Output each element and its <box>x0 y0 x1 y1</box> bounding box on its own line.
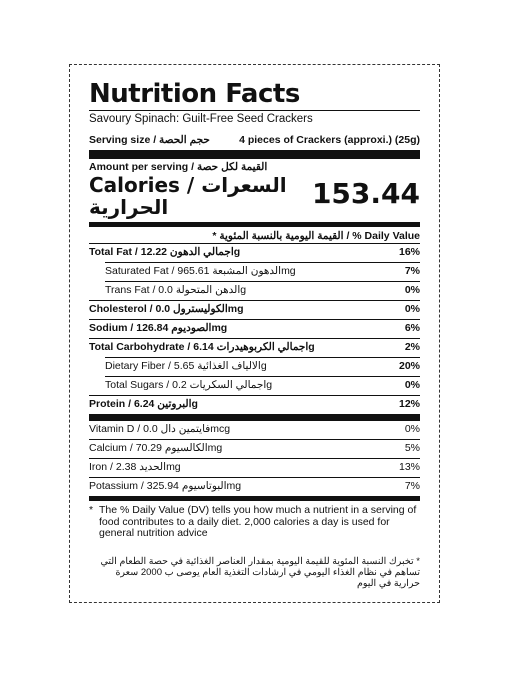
nutrient-percent: 0% <box>404 284 420 296</box>
amount-per-serving: Amount per serving / القيمة لكل حصة <box>89 161 268 173</box>
medium-divider <box>89 222 420 227</box>
nutrient-row-total-fat <box>89 243 420 262</box>
nutrient-name: Protein / البروتين 6.24g <box>89 398 198 410</box>
vitamin-row-vitamin-d <box>89 420 420 439</box>
vitamin-percent: 13% <box>398 461 420 473</box>
nutrient-name: Sodium / الصوديوم 126.84mg <box>89 322 228 334</box>
nutrient-percent: 6% <box>404 322 420 334</box>
nutrient-row-dietary-fiber <box>105 357 420 376</box>
nutrient-name: Total Fat / اجمالي الدهون 12.22g <box>89 246 241 258</box>
vitamin-name: Calcium / الكالسيوم 70.29mg <box>89 442 223 454</box>
nutrient-row-total-sugars <box>105 376 420 395</box>
product-name: Savoury Spinach: Guilt-Free Seed Crackers <box>89 113 313 125</box>
vitamin-name: Vitamin D / فايتمين دال 0.0mcg <box>89 423 231 435</box>
nutrient-percent: 0% <box>404 303 420 315</box>
nutrient-row-total-carbohydrate <box>89 338 420 357</box>
nutrient-row-saturated-fat <box>105 262 420 281</box>
nutrient-name: Dietary Fiber / الالياف الغذائية 5.65g <box>105 360 267 372</box>
calories-value: 153.44 <box>311 177 420 210</box>
vitamin-row-iron <box>89 458 420 477</box>
footnote-arabic: * تخبرك النسبة المئوية للقيمة اليومية بمقدار العناصر الغذائية في حصة الطعام التي تساهم في نظام الغذاء اليومي في ارشادات التغذية العام يوصى ب 2000 سعرة حرارية في اليوم <box>100 555 420 589</box>
vitamin-row-potassium <box>89 477 420 496</box>
nutrient-row-protein <box>89 395 420 414</box>
nutrient-name: Total Carbohydrate / اجمالي الكربوهيدرات 6.14g <box>89 341 315 353</box>
calories-row <box>89 174 420 218</box>
nutrient-percent: 12% <box>398 398 420 410</box>
vitamin-percent: 5% <box>404 442 420 454</box>
footnote-english-text: The % Daily Value (DV) tells you how much a nutrient in a serving of food contributes to a daily diet. 2,000 calories a day is used for general nutrition advice <box>99 504 417 539</box>
nutrient-percent: 20% <box>398 360 420 372</box>
nutrient-name: Total Sugars / اجمالي السكريات 0.2g <box>105 379 273 391</box>
footnote-asterisk: * <box>89 504 94 516</box>
nutrient-row-trans-fat <box>105 281 420 300</box>
nutrition-label <box>89 78 420 589</box>
thick-divider <box>89 150 420 159</box>
nutrient-percent: 16% <box>398 246 420 258</box>
serving-size-row <box>89 133 420 147</box>
title-rule <box>89 110 420 111</box>
nutrient-row-cholesterol <box>89 300 420 319</box>
footnote-english <box>89 496 420 540</box>
nutrient-percent: 7% <box>404 265 420 277</box>
serving-size-label: Serving size / حجم الحصة <box>89 134 210 146</box>
vitamin-name: Potassium / البوتاسيوم 325.94mg <box>89 480 242 492</box>
nutrient-name: Cholesterol / الكوليسترول 0.0mg <box>89 303 244 315</box>
nutrient-percent: 0% <box>404 379 420 391</box>
label-title: Nutrition Facts <box>89 79 300 109</box>
daily-value-header: * القيمة اليومية بالنسبة المئوية / % Daily Value <box>212 230 420 242</box>
calories-label: Calories / السعرات الحرارية <box>89 173 287 219</box>
vitamin-name: Iron / الحديد 2.38mg <box>89 461 181 473</box>
nutrient-name: Saturated Fat / الدهون المشبعة 965.61mg <box>105 265 296 277</box>
nutrient-row-sodium <box>89 319 420 338</box>
serving-size-value: 4 pieces of Crackers (approxi.) (25g) <box>239 134 420 146</box>
vitamin-percent: 7% <box>404 480 420 492</box>
vitamin-percent: 0% <box>404 423 420 435</box>
nutrient-name: Trans Fat / الدهن المتحولة 0.0g <box>105 284 247 296</box>
nutrient-percent: 2% <box>404 341 420 353</box>
vitamin-row-calcium <box>89 439 420 458</box>
